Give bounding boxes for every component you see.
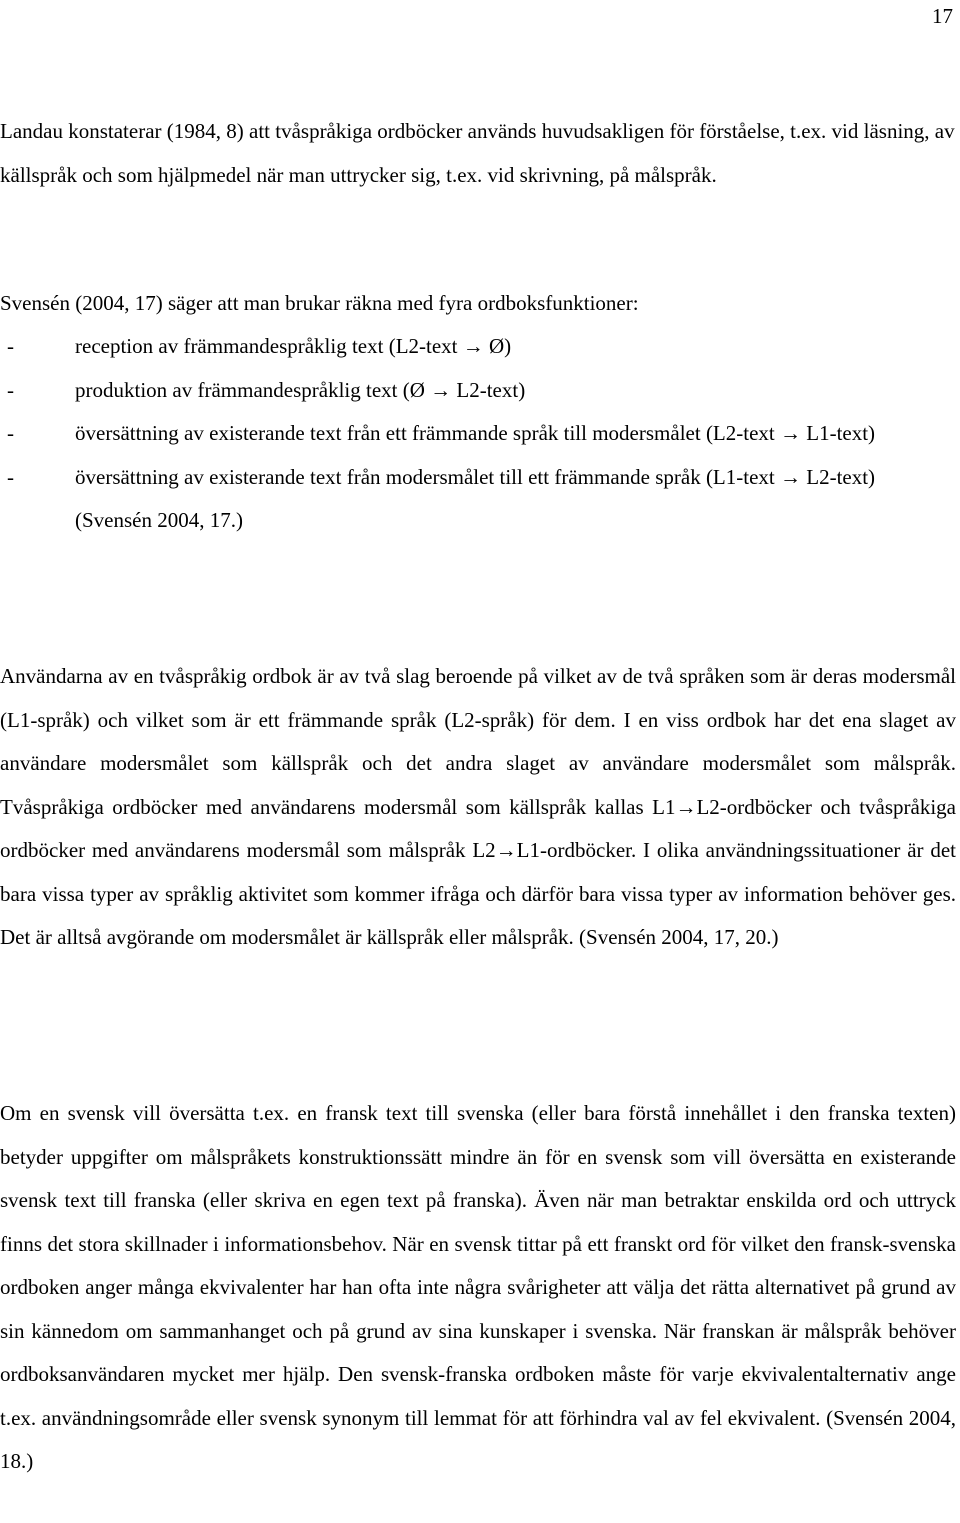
paragraph-landau: Landau konstaterar (1984, 8) att tvåspråkiga ordböcker används huvudsakligen för förståelse, t.ex. vid läsning, av källspråk och som hjälpmedel när man uttrycker sig, t.ex. vid skrivning, på målspråk. bbox=[0, 119, 955, 187]
page-number: 17 bbox=[932, 4, 953, 28]
list-bullet: - bbox=[7, 464, 14, 489]
paragraph-translation-example: Om en svensk vill översätta t.ex. en fransk text till svenska (eller bara förstå innehållet i den franska texten) betyder uppgifter om målspråkets konstruktionssätt mindre än för en svensk som vill översätta en existerande svensk text till franska (eller skriva en egen text på franska). Även när man betraktar enskilda ord och uttryck finns det stora skillnader i informationsbehov. När en svensk tittar på ett franskt ord för vilket den fransk-svenska ordboken anger många ekvivalenter har han ofta inte några svårigheter att välja det rätta alternativet på grund av sin kännedom om sammanhanget och på grund av sina kunskaper i svenska. När franskan är målspråk behöver ordboksanvändaren mycket mer hjälp. Den svensk-franska ordboken måste för varje ekvivalentalternativ ange t.ex. användningsområde eller svensk synonym till lemmat för att förhindra val av fel ekvivalent. (Svensén 2004, 18.) bbox=[0, 1101, 956, 1473]
functions-list bbox=[0, 325, 956, 543]
list-item bbox=[0, 369, 956, 413]
list-item-text: reception av främmandespråklig text (L2-text → Ø) bbox=[75, 334, 512, 358]
list-item-text: översättning av existerande text från modersmålet till ett främmande språk (L1-text → L2-text) (Svensén 2004, 17.) bbox=[75, 464, 876, 532]
paragraph-users: Användarna av en tvåspråkig ordbok är av två slag beroende på vilket av de två språken som är deras modersmål (L1-språk) och vilket som är ett främmande språk (L2-språk) för dem. I en viss ordbok har det ena slaget av användare modersmålet som källspråk och det andra slaget av användare modersmålet som målspråk. Tvåspråkiga ordböcker med användarens modersmål som källspråk kallas L1→L2-ordböcker och tvåspråkiga ordböcker med användarens modersmål som målspråk L2→L1-ordböcker. I olika användningssituationer är det bara vissa typer av språklig aktivitet som kommer ifråga och därför bara vissa typer av information behöver ges. Det är alltså avgörande om modersmålet är källspråk eller målspråk. (Svensén 2004, 17, 20.) bbox=[0, 664, 956, 949]
paragraph-dictionary-functions bbox=[0, 281, 956, 543]
list-bullet: - bbox=[7, 334, 14, 358]
list-item-text: produktion av främmandespråklig text (Ø → L2-text) bbox=[75, 377, 526, 402]
functions-intro: Svensén (2004, 17) säger att man brukar räkna med fyra ordboksfunktioner: bbox=[0, 291, 639, 315]
list-item-text: översättning av existerande text från ett främmande språk till modersmålet (L2-text → L1-text) bbox=[75, 421, 876, 445]
list-item bbox=[0, 325, 956, 369]
list-bullet: - bbox=[7, 377, 14, 402]
list-item bbox=[0, 412, 956, 456]
list-item bbox=[0, 456, 956, 543]
list-bullet: - bbox=[7, 421, 14, 445]
